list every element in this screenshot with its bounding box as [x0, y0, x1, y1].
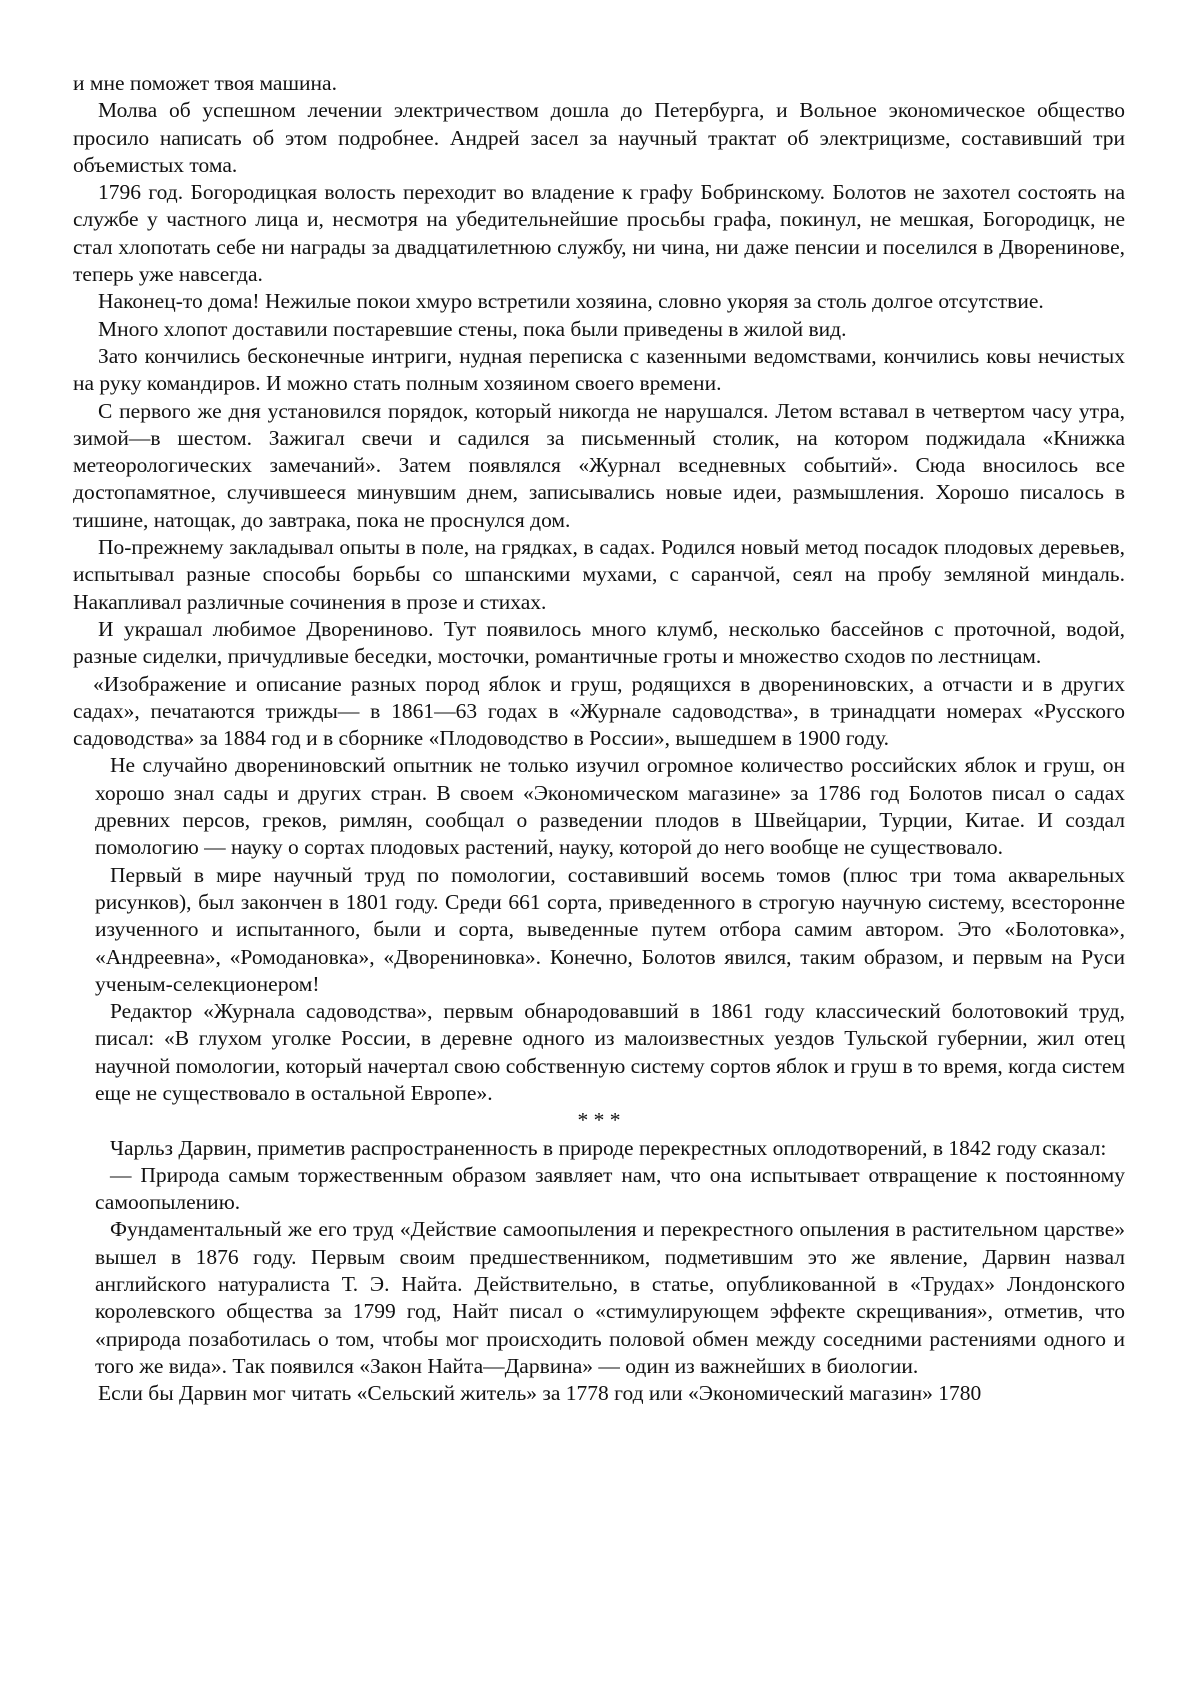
paragraph-continuation: и мне поможет твоя машина.: [73, 71, 337, 95]
document-page: [73, 70, 1125, 1408]
paragraph-darwin: Чарльз Дарвин, приметив распространенность в природе перекрестных оплодотворений, в 1842 году сказал:: [110, 1135, 1107, 1160]
paragraph-dvoreninovo: И украшал любимое Дворениново. Тут появилось много клумб, несколько бассейнов с проточной, водой, разные сиделки, причудливые беседки, мосточки, романтичные гроты и множество сходов по лестницам.: [73, 616, 1125, 669]
paragraph-intrigues: Зато кончились бесконечные интриги, нудная переписка с казенными ведомствами, кончились ковы нечистых на руку командиров. И можно стать полным хозяином своего времени.: [73, 343, 1125, 396]
paragraph-experiments: По-прежнему закладывал опыты в поле, на грядках, в садах. Родился новый метод посадок плодовых деревьев, испытывал разные способы борьбы со шпанскими мухами, с саранчой, сеял на пробу земляной миндаль. Накапливал различные сочинения в прозе и стихах.: [73, 535, 1125, 614]
paragraph-nature-quote: — Природа самым торжественным образом заявляет нам, что она испытывает отвращение к постоянному самоопылению.: [95, 1162, 1125, 1215]
paragraph-walls: Много хлопот доставили постаревшие стены, пока были приведены в жилой вид.: [98, 316, 847, 341]
paragraph-electricity: Молва об успешном лечении электричеством дошла до Петербурга, и Вольное экономическое общество просило написать об этом подробнее. Андрей засел за научный трактат об электрицизме, составивший три объемистых тома.: [73, 98, 1125, 177]
paragraph-pomology: Не случайно двоpениновский опытник не только изучил огромное количество российских яблок и груш, он хорошо знал сады и других стран. В своем «Экономическом магазине» за 1786 год Болотов писал о садах древних персов, греков, римлян, сообщал о разведении плодов в Швейцарии, Турции, Китае. И создал помологию — науку о сортах плодовых растений, науку, которой до него вообще не существовало.: [95, 753, 1125, 860]
paragraph-1796: 1796 год. Богородицкая волость переходит во владение к графу Бобринскому. Болотов не захотел состоять на службе у частного лица и, несмотря на убедительнейшие просьбы графа, покинул, не мешкая, Богородицк, не стал хлопотать себе ни награды за двадцатилетнюю службу, ни чина, ни даже пенсии и поселился в Дворенинове, теперь уже навсегда.: [73, 180, 1125, 287]
paragraph-daily-order: С первого же дня установился порядок, который никогда не нарушался. Летом вставал в четвертом часу утра, зимой—в шестом. Зажигал свечи и садился за письменный столик, на котором поджидала «Книжка метеорологических замечаний». Затем появлялся «Журнал вседневных событий». Сюда вносилось все достопамятное, случившееся минувшим днем, записывались новые идеи, размышления. Хорошо писалось в тишине, натощак, до завтрака, пока не проснулся дом.: [73, 398, 1125, 532]
paragraph-home: Наконец-то дома! Нежилые покои хмуро встретили хозяина, словно укоряя за столь долгое отсутствие.: [98, 289, 1044, 314]
paragraph-editor: Редактор «Журнала садоводства», первым обнародовавший в 1861 году классический болотовокий труд, писал: «В глухом уголке России, в деревне одного из малоизвестных уездов Тульской губернии, жил отец научной помологии, который начертал свою собственную систему сортов яблок и груш в то время, когда систем еще не существовало в остальной Европе».: [95, 999, 1125, 1105]
paragraph-knight-darwin: Фундаментальный же его труд «Действие самоопыления и перекрестного опыления в растительном царстве» вышел в 1876 году. Первым своим предшественником, подметившим это же явление, Дарвин назвал английского натуралиста Т. Э. Найта. Действительно, в статье, опубликованной в «Трудах» Лондонского королевского общества за 1799 год, Найт писал о «стимулирующем эффекте скрещивания», отметив, что «природа позаботилась о том, чтобы мог происходить половой обмен между соседними растениями одного и того же вида». Так появился «Закон Найта—Дарвина» — один из важнейших в биологии.: [95, 1217, 1125, 1378]
paragraph-if-darwin: Если бы Дарвин мог читать «Сельский житель» за 1778 год или «Экономический магазин» 1780: [98, 1381, 982, 1406]
paragraph-first-work: Первый в мире научный труд по помологии, составивший восемь томов (плюс три тома акварельных рисунков), был закончен в 1801 году. Среди 661 сорта, приведенного в строгую научную систему, всесторонне изученного и испытанного, были и сорта, выведенные путем отбора самим автором. Это «Болотовка», «Андреевна», «Ромодановка», «Двоpениновка». Конечно, Болотов явился, таким образом, и первым на Руси ученым-селекционером!: [95, 862, 1125, 996]
section-separator: * * *: [577, 1108, 621, 1133]
paragraph-apples-pears: «Изображение и описание разных пород яблок и груш, родящихся в двоpениновских, а отчасти и в других садах», печатаются трижды— в 1861—63 годах в «Журнале садоводства», в тринадцати номерах «Русского садоводства» за 1884 год и в сборнике «Плодоводство в России», вышедшем в 1900 году.: [73, 671, 1125, 751]
